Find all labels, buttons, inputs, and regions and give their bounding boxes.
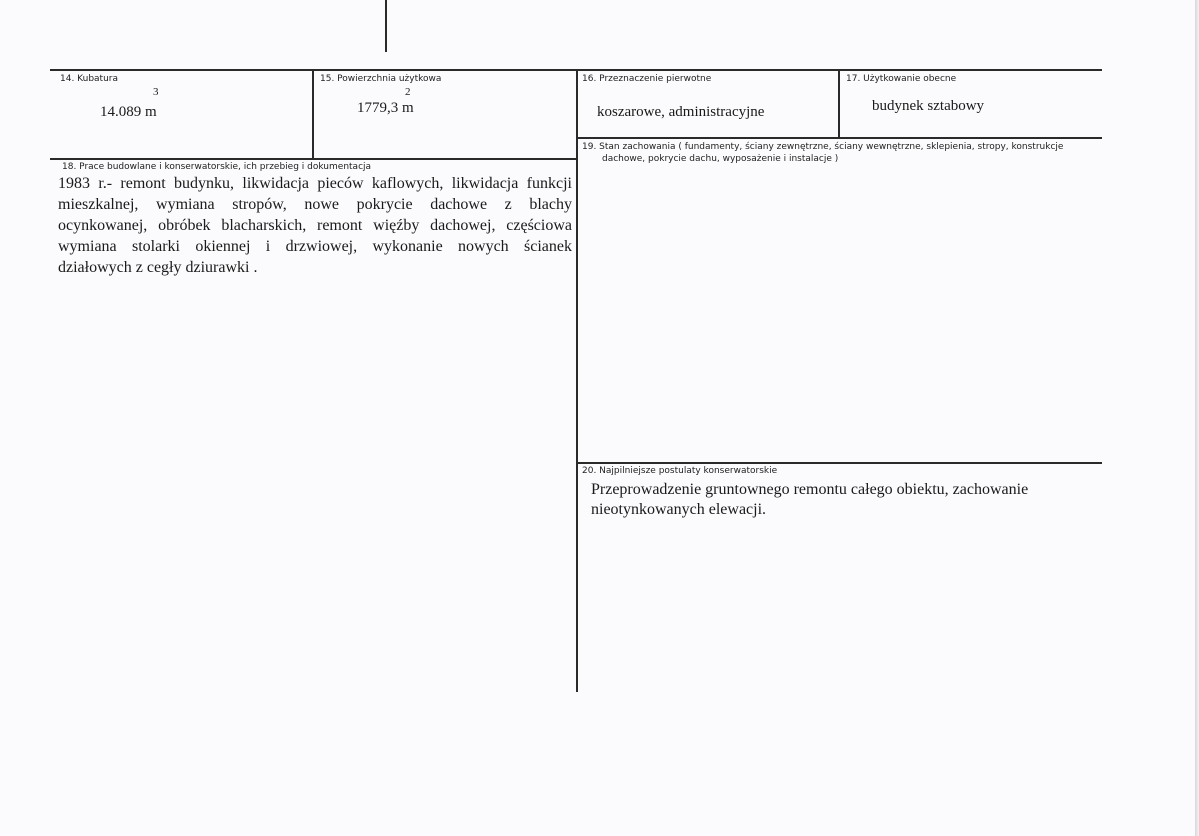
- top-divider-line: [385, 0, 387, 52]
- field-18-line: działowych z cegły dziurawki .: [58, 259, 258, 276]
- field-14-value: 14.089 m: [100, 104, 157, 120]
- field-17-label: 17. Użytkowanie obecne: [846, 74, 957, 84]
- field-16-label: 16. Przeznaczenie pierwotne: [582, 74, 712, 84]
- field-19-label-line2: dachowe, pokrycie dachu, wyposażenie i instalacje ): [602, 154, 839, 164]
- field-16-value: koszarowe, administracyjne: [597, 104, 765, 120]
- field-17-value: budynek sztabowy: [872, 98, 985, 114]
- field-18-line: mieszkalnej, wymiana stropów, nowe pokrycie dachowe z blachy: [58, 196, 572, 213]
- field-15-label: 15. Powierzchnia użytkowa: [320, 74, 442, 84]
- field-18-label: 18. Prace budowlane i konserwatorskie, ich przebieg i dokumentacja: [62, 162, 372, 172]
- field-18-line: wymiana stolarki okiennej i drzwiowej, wykonanie nowych ścianek: [58, 238, 572, 255]
- scan-edge-shadow: [1195, 0, 1199, 836]
- divider-19-20: [577, 462, 1102, 464]
- divider-row-left: [50, 158, 577, 160]
- field-20-label: 20. Najpilniejsze postulaty konserwatorskie: [582, 466, 778, 476]
- field-20-line1: Przeprowadzenie gruntownego remontu całego obiektu, zachowanie: [591, 481, 1029, 498]
- divider-14-15: [312, 69, 314, 159]
- field-19-label-line1: 19. Stan zachowania ( fundamenty, ściany zewnętrzne, ściany wewnętrzne, sklepienia, stropy, konstrukcje: [582, 142, 1064, 152]
- field-15-value: 1779,3 m: [357, 100, 414, 116]
- field-18-line: 1983 r.- remont budynku, likwidacja pieców kaflowych, likwidacja funkcji: [58, 175, 572, 192]
- field-20-line2: nieotynkowanych elewacji.: [591, 501, 767, 518]
- divider-center: [576, 69, 578, 692]
- field-15-unit-superscript: 2: [405, 86, 411, 98]
- field-14-label: 14. Kubatura: [60, 74, 119, 84]
- divider-row-right: [577, 137, 1102, 139]
- field-18-line: ocynkowanej, obróbek blacharskich, remont więźby dachowej, częściowa: [58, 217, 572, 234]
- field-14-unit-superscript: 3: [153, 86, 159, 98]
- field-18-text: [58, 173, 572, 278]
- divider-16-17: [838, 69, 840, 139]
